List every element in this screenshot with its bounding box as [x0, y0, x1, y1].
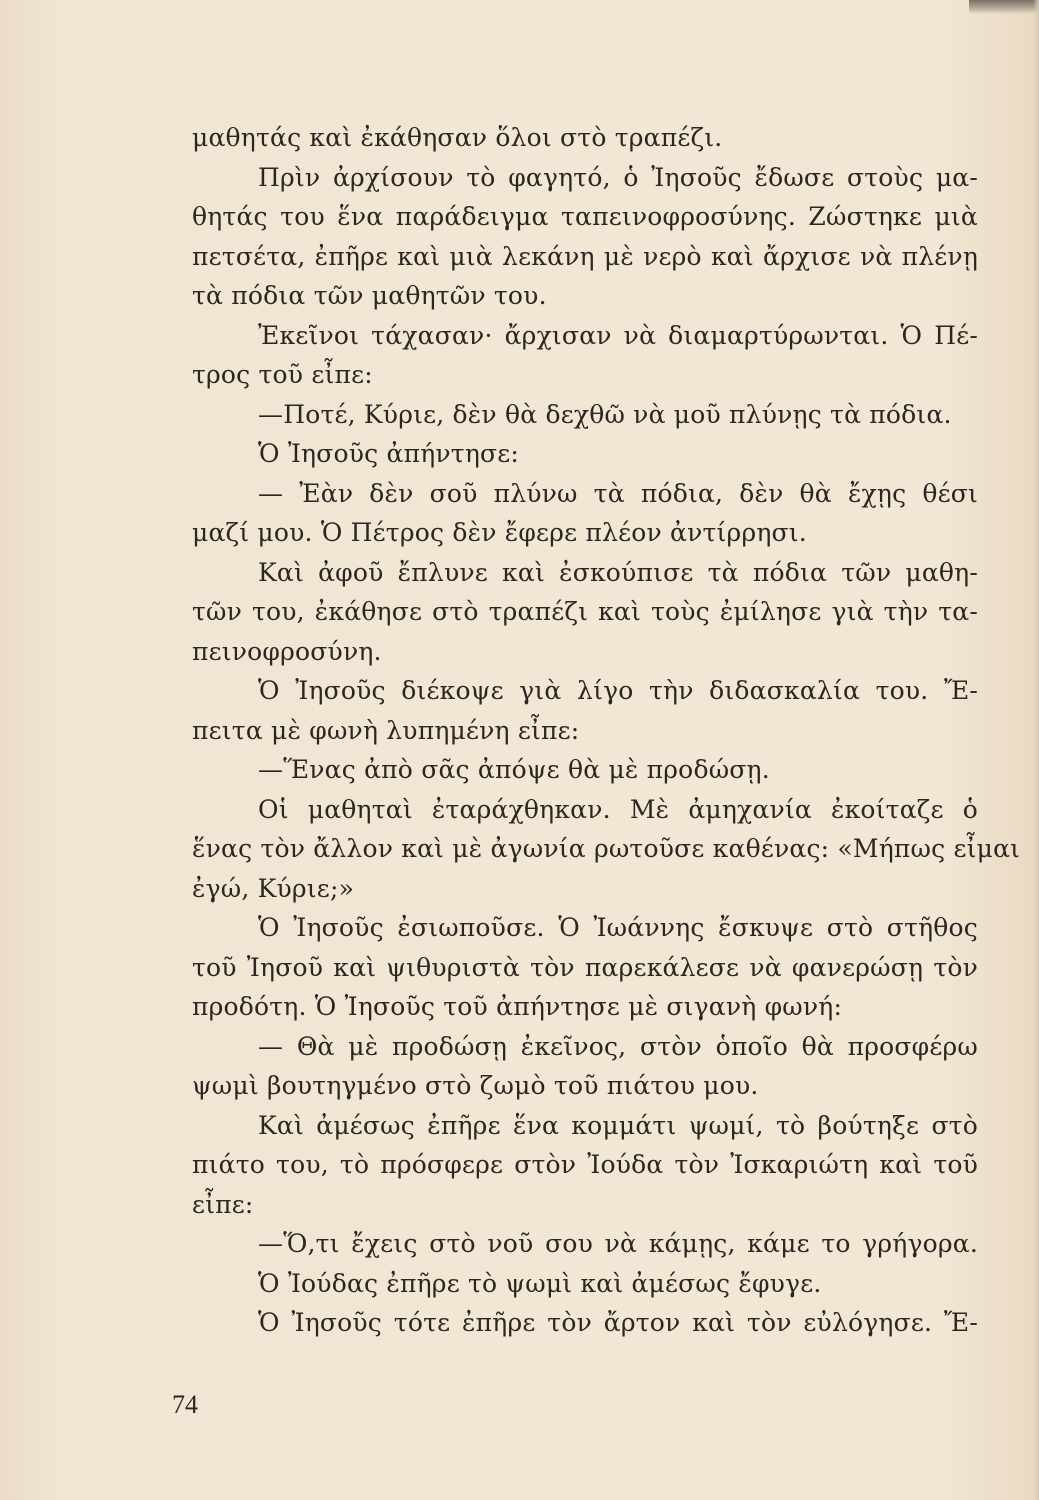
- text-line: Ὁ Ἰούδας ἐπῆρε τὸ ψωμὶ καὶ ἀμέσως ἔφυγε.: [258, 1268, 822, 1298]
- text-line: πιάτο του, τὸ πρόσφερε στὸν Ἰούδα τὸν Ἰσκαριώτη καὶ τοῦ: [192, 1150, 978, 1179]
- text-line: Ὁ Ἰησοῦς διέκοψε γιὰ λίγο τὴν διδασκαλία του. Ἔ-: [258, 676, 978, 705]
- text-line: Ὁ Ἰησοῦς τότε ἐπῆρε τὸν ἄρτον καὶ τὸν εὐλόγησε. Ἔ-: [258, 1308, 978, 1337]
- text-line: ἕνας τὸν ἄλλον καὶ μὲ ἀγωνία ρωτοῦσε καθένας: «Μήπως εἶμαι: [192, 834, 1021, 863]
- text-line: —Ὅ,τι ἔχεις στὸ νοῦ σου νὰ κάμῃς, κάμε το γρήγορα.: [258, 1229, 978, 1258]
- text-line: εἶπε:: [192, 1189, 254, 1219]
- text-line: —Ἕνας ἀπὸ σᾶς ἀπόψε θὰ μὲ προδώσῃ.: [258, 755, 770, 784]
- text-line: θητάς του ἕνα παράδειγμα ταπεινοφροσύνης. Ζώστηκε μιὰ: [192, 202, 978, 231]
- text-line: τῶν του, ἐκάθησε στὸ τραπέζι καὶ τοὺς ἐμίλησε γιὰ τὴν τα-: [192, 597, 978, 626]
- text-line: προδότη. Ὁ Ἰησοῦς τοῦ ἀπήντησε μὲ σιγανὴ φωνή:: [192, 992, 843, 1021]
- text-line: τρος τοῦ εἶπε:: [192, 360, 373, 389]
- text-line: Οἱ μαθηταὶ ἐταράχθηκαν. Μὲ ἀμηχανία ἐκοίταζε ὁ: [258, 794, 978, 824]
- text-line: πεινοφροσύνη.: [192, 636, 382, 666]
- page-right-edge: [1033, 0, 1039, 1500]
- text-line: πετσέτα, ἐπῆρε καὶ μιὰ λεκάνη μὲ νερὸ καὶ ἄρχισε νὰ πλένῃ: [192, 241, 978, 271]
- text-line: ἐγώ, Κύριε;»: [192, 873, 355, 903]
- page-edge-shadow: [969, 0, 1039, 14]
- text-line: Ὁ Ἰησοῦς ἀπήντησε:: [258, 439, 520, 468]
- text-line: πειτα μὲ φωνὴ λυπημένη εἶπε:: [192, 715, 580, 745]
- text-line: — Ἐὰν δὲν σοῦ πλύνω τὰ πόδια, δὲν θὰ ἔχῃς θέσι: [258, 478, 978, 508]
- page-number: 74: [172, 1390, 198, 1419]
- text-line: —Ποτέ, Κύριε, δὲν θὰ δεχθῶ νὰ μοῦ πλύνῃς τὰ πόδια.: [258, 399, 952, 429]
- text-line: Ἐκεῖνοι τάχασαν· ἄρχισαν νὰ διαμαρτύρωνται. Ὁ Πέ-: [258, 320, 978, 350]
- text-line: Καὶ ἀμέσως ἐπῆρε ἕνα κομμάτι ψωμί, τὸ βούτηξε στὸ: [258, 1110, 978, 1140]
- text-line: τὰ πόδια τῶν μαθητῶν του.: [192, 281, 547, 310]
- body-text: [192, 118, 1021, 1343]
- text-line: μαζί μου. Ὁ Πέτρος δὲν ἔφερε πλέον ἀντίρρησι.: [192, 518, 807, 547]
- text-line: Ὁ Ἰησοῦς ἐσιωποῦσε. Ὁ Ἰωάννης ἔσκυψε στὸ στῆθος: [258, 913, 978, 942]
- text-line: ψωμὶ βουτηγμένο στὸ ζωμὸ τοῦ πιάτου μου.: [192, 1071, 759, 1100]
- text-line: Πρὶν ἀρχίσουν τὸ φαγητό, ὁ Ἰησοῦς ἔδωσε στοὺς μα-: [258, 162, 978, 192]
- text-line: τοῦ Ἰησοῦ καὶ ψιθυριστὰ τὸν παρεκάλεσε νὰ φανερώσῃ τὸν: [192, 952, 978, 982]
- text-line: Καὶ ἀφοῦ ἔπλυνε καὶ ἐσκούπισε τὰ πόδια τῶν μαθη-: [258, 557, 978, 587]
- text-line: — Θὰ μὲ προδώσῃ ἐκεῖνος, στὸν ὁποῖο θὰ προσφέρω: [258, 1031, 978, 1061]
- text-line: μαθητάς καὶ ἐκάθησαν ὅλοι στὸ τραπέζι.: [192, 123, 723, 152]
